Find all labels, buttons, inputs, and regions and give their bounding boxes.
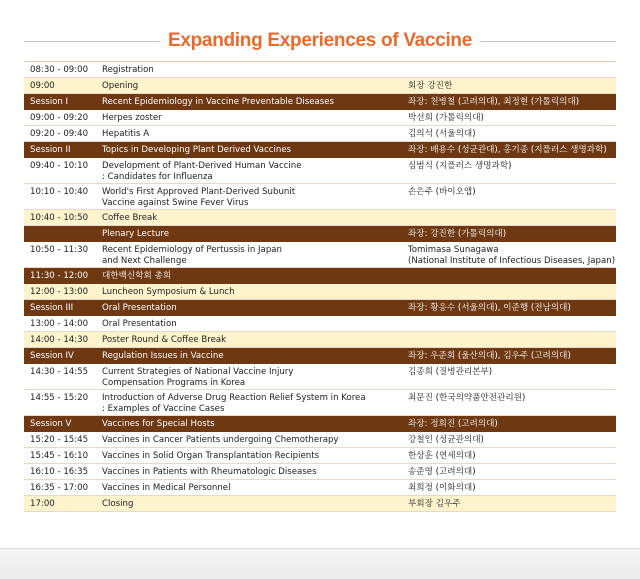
title-cell: Vaccines in Medical Personnel (102, 483, 231, 493)
title-cell: Oral Presentation (102, 319, 177, 329)
speaker-cell (408, 284, 616, 287)
session-header-row (24, 348, 616, 364)
title-cell: Plenary Lecture (102, 229, 170, 239)
schedule-row (24, 78, 616, 94)
title-cell: Introduction of Adverse Drug Reaction Relief System in Korea : Examples of Vaccine Cases (102, 393, 366, 414)
schedule-row (24, 480, 616, 496)
speaker-cell (408, 210, 616, 213)
time-cell: 14:00 - 14:30 (30, 335, 89, 345)
speaker-cell: 회장 강진한 (408, 81, 453, 91)
session-header-row (24, 300, 616, 316)
title-cell: 대한백신학회 총회 (102, 271, 172, 281)
time-cell: Session IV (30, 351, 74, 361)
schedule-row (24, 184, 616, 210)
schedule-row (24, 158, 616, 184)
speaker-cell: 좌장: 정희진 (고려의대) (408, 419, 498, 429)
session-header-row (24, 416, 616, 432)
title-cell: Regulation Issues in Vaccine (102, 351, 224, 361)
title-cell: Luncheon Symposium & Lunch (102, 287, 235, 297)
title-cell: Hepatitis A (102, 129, 150, 139)
title-cell: Poster Round & Coffee Break (102, 335, 227, 345)
schedule-row (24, 332, 616, 348)
time-cell: 15:45 - 16:10 (30, 451, 89, 461)
speaker-cell: 심범식 (지플러스 생명과학) (408, 161, 512, 171)
time-cell: 09:40 - 10:10 (30, 161, 89, 171)
time-cell: 14:55 - 15:20 (30, 393, 89, 403)
time-cell: Session V (30, 419, 72, 429)
schedule-row (24, 464, 616, 480)
title-cell: World's First Approved Plant-Derived Subunit Vaccine against Swine Fever Virus (102, 187, 296, 208)
session-header-row (24, 94, 616, 110)
time-cell (24, 226, 102, 229)
schedule-row (24, 448, 616, 464)
time-cell: Session III (30, 303, 74, 313)
title-rule-left (24, 41, 160, 42)
time-cell: 13:00 - 14:00 (30, 319, 89, 329)
title-cell: Herpes zoster (102, 113, 162, 123)
title-cell: Vaccines in Cancer Patients undergoing Chemotherapy (102, 435, 339, 445)
title-cell: Vaccines in Solid Organ Transplantation Recipients (102, 451, 320, 461)
schedule-row (24, 242, 616, 268)
speaker-cell: 좌장: 배용수 (성균관대), 홍기종 (지플러스 생명과학) (408, 145, 607, 155)
page-title: Expanding Experiences of Vaccine (167, 30, 473, 51)
schedule-row (24, 364, 616, 390)
title-cell: Vaccines for Special Hosts (102, 419, 215, 429)
time-cell: 08:30 - 09:00 (30, 65, 89, 75)
schedule-row (24, 110, 616, 126)
speaker-cell: 손은주 (바이오앱) (408, 187, 476, 197)
session-header-row (24, 268, 616, 284)
speaker-cell: 한상훈 (연세의대) (408, 451, 476, 461)
speaker-cell: 박선희 (가톨릭의대) (408, 113, 484, 123)
schedule-row (24, 432, 616, 448)
page-footer-shade (0, 548, 640, 579)
time-cell: 16:10 - 16:35 (30, 467, 89, 477)
speaker-cell: 강철인 (성균관의대) (408, 435, 484, 445)
speaker-cell (408, 268, 616, 271)
speaker-cell: 송준영 (고려의대) (408, 467, 476, 477)
time-cell: 15:20 - 15:45 (30, 435, 89, 445)
session-header-row (24, 226, 616, 242)
speaker-cell: 김의석 (서울의대) (408, 129, 476, 139)
title-cell: Oral Presentation (102, 303, 177, 313)
time-cell: 12:00 - 13:00 (30, 287, 89, 297)
speaker-cell: 최희정 (이화의대) (408, 483, 476, 493)
time-cell: 17:00 (30, 499, 55, 509)
time-cell: 09:20 - 09:40 (30, 129, 89, 139)
title-cell: Recent Epidemiology of Pertussis in Japan and Next Challenge (102, 245, 282, 266)
time-cell: 10:10 - 10:40 (30, 187, 89, 197)
speaker-cell (408, 316, 616, 319)
time-cell: 16:35 - 17:00 (30, 483, 89, 493)
title-cell: Current Strategies of National Vaccine Injury Compensation Programs in Korea (102, 367, 294, 388)
title-rule-right (480, 41, 616, 42)
time-cell: Session I (30, 97, 69, 107)
speaker-cell: Tomimasa Sunagawa (National Institute of Infectious Diseases, Japan) (408, 245, 616, 266)
title-cell: Topics in Developing Plant Derived Vaccines (102, 145, 292, 155)
schedule-row (24, 210, 616, 226)
time-cell: Session II (30, 145, 71, 155)
schedule-row (24, 62, 616, 78)
speaker-cell: 좌장: 황응수 (서울의대), 이준행 (전남의대) (408, 303, 571, 313)
title-cell: Development of Plant-Derived Human Vaccine : Candidates for Influenza (102, 161, 302, 182)
schedule-row (24, 496, 616, 512)
time-cell: 10:40 - 10:50 (30, 213, 89, 223)
schedule-row (24, 316, 616, 332)
speaker-cell: 김종희 (질병관리본부) (408, 367, 493, 377)
title-cell: Coffee Break (102, 213, 158, 223)
time-cell: 09:00 - 09:20 (30, 113, 89, 123)
speaker-cell: 최문진 (한국의약품안전관리원) (408, 393, 526, 403)
time-cell: 10:50 - 11:30 (30, 245, 89, 255)
schedule-row (24, 390, 616, 416)
schedule-row (24, 284, 616, 300)
title-cell: Closing (102, 499, 134, 509)
title-cell: Registration (102, 65, 154, 75)
schedule-row (24, 126, 616, 142)
speaker-cell (408, 332, 616, 335)
title-bar (24, 28, 616, 54)
speaker-cell: 부회장 김우주 (408, 499, 461, 509)
speaker-cell: 좌장: 천병철 (고려의대), 최정현 (가톨릭의대) (408, 97, 580, 107)
title-cell: Opening (102, 81, 139, 91)
speaker-cell: 좌장: 강진한 (가톨릭의대) (408, 229, 507, 239)
time-cell: 14:30 - 14:55 (30, 367, 89, 377)
speaker-cell: 좌장: 우준희 (울산의대), 김우주 (고려의대) (408, 351, 571, 361)
session-header-row (24, 142, 616, 158)
speaker-cell (408, 62, 616, 65)
title-cell: Recent Epidemiology in Vaccine Preventable Diseases (102, 97, 334, 107)
time-cell: 09:00 (30, 81, 55, 91)
title-cell: Vaccines in Patients with Rheumatologic Diseases (102, 467, 317, 477)
time-cell: 11:30 - 12:00 (30, 271, 89, 281)
schedule-table (24, 61, 616, 512)
